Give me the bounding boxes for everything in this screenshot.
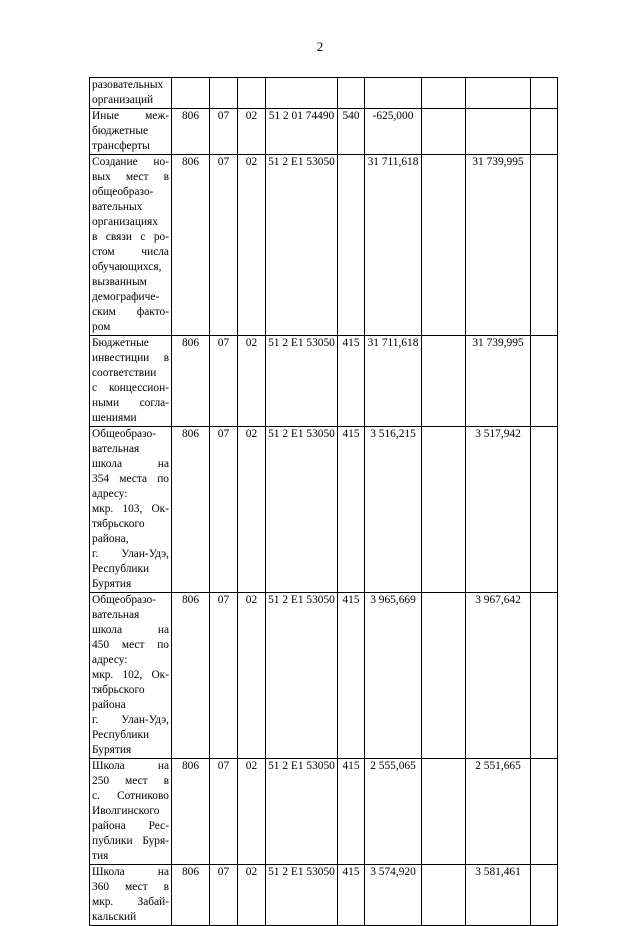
section-cell: 07	[210, 109, 238, 155]
item-name-line: обучающихся,	[92, 261, 162, 273]
target-article-cell: 51 2 E1 53050	[266, 865, 338, 926]
item-name-line: Бурятия	[92, 744, 132, 756]
amount-cell-4	[531, 109, 558, 155]
section-cell: 07	[210, 593, 238, 759]
item-name-line: 250 мест в	[92, 775, 169, 787]
item-name-line: района	[92, 699, 126, 711]
item-name-line: Республики	[92, 563, 150, 575]
item-name-line: адресу:	[92, 488, 128, 500]
item-name-line: Создание но-	[92, 156, 169, 168]
item-name-line: района Рес-	[92, 820, 169, 832]
item-name-cell	[90, 865, 172, 926]
amount-cell-4	[531, 336, 558, 427]
subsection-cell: 02	[238, 155, 266, 336]
table-row	[90, 336, 558, 427]
item-name-line: кальский	[92, 911, 137, 923]
item-name-line: Иные меж-	[92, 110, 169, 122]
item-name-line: трансферты	[92, 140, 150, 152]
item-name-line: организаций	[92, 94, 154, 106]
target-article-cell: 51 2 E1 53050	[266, 593, 338, 759]
amount-cell-2	[422, 155, 466, 336]
item-name-line: организациях	[92, 216, 158, 228]
expense-type-cell: 415	[338, 427, 365, 593]
amount-cell-2	[422, 759, 466, 865]
table-row	[90, 155, 558, 336]
item-name-line: школа на	[92, 624, 169, 636]
item-name-line: шениями	[92, 412, 137, 424]
item-name-cell	[90, 759, 172, 865]
amount-cell-3: 2 551,665	[466, 759, 531, 865]
item-name-cell	[90, 427, 172, 593]
table-row	[90, 593, 558, 759]
item-name-line: стом числа	[92, 246, 169, 258]
subsection-cell: 02	[238, 593, 266, 759]
item-name-line: ными согла-	[92, 397, 169, 409]
table-row	[90, 109, 558, 155]
item-name-cell	[90, 593, 172, 759]
ministry-code-cell: 806	[172, 155, 210, 336]
budget-table	[89, 77, 558, 926]
item-name-line: 360 мест в	[92, 881, 169, 893]
amount-cell-1: -625,000	[365, 109, 422, 155]
item-name-cell	[90, 336, 172, 427]
item-name-line: мкр. 102, Ок-	[92, 669, 169, 681]
amount-cell-4	[531, 78, 558, 109]
item-name-line: Бурятия	[92, 578, 132, 590]
section-cell: 07	[210, 865, 238, 926]
expense-type-cell: 415	[338, 759, 365, 865]
target-article-cell: 51 2 E1 53050	[266, 759, 338, 865]
item-name-line: тябрьского	[92, 518, 145, 530]
item-name-line: инвестиции в	[92, 352, 169, 364]
item-name-line: вых мест в	[92, 171, 169, 183]
item-name-line: разовательных	[92, 79, 164, 91]
ministry-code-cell: 806	[172, 593, 210, 759]
amount-cell-2	[422, 78, 466, 109]
item-name-line: 450 мест по	[92, 639, 169, 651]
amount-cell-4	[531, 427, 558, 593]
section-cell: 07	[210, 155, 238, 336]
amount-cell-1	[365, 78, 422, 109]
item-name-line: публики Буря-	[92, 835, 169, 847]
expense-type-cell: 415	[338, 593, 365, 759]
item-name-line: бюджетные	[92, 125, 149, 137]
expense-type-cell: 415	[338, 336, 365, 427]
amount-cell-4	[531, 759, 558, 865]
amount-cell-1: 31 711,618	[365, 155, 422, 336]
target-article-cell: 51 2 E1 53050	[266, 155, 338, 336]
item-name-line: ром	[92, 321, 111, 333]
item-name-line: вательная	[92, 609, 140, 621]
item-name-line: тия	[92, 850, 109, 862]
item-name-line: Республики	[92, 729, 150, 741]
item-name-line: Иволгинского	[92, 805, 160, 817]
amount-cell-3: 31 739,995	[466, 336, 531, 427]
item-name-line: Школа на	[92, 866, 169, 878]
item-name-line: общеобразо-	[92, 186, 154, 198]
amount-cell-1: 2 555,065	[365, 759, 422, 865]
amount-cell-4	[531, 155, 558, 336]
item-name-line: мкр. Забай-	[92, 896, 169, 908]
amount-cell-3: 3 967,642	[466, 593, 531, 759]
ministry-code-cell: 806	[172, 759, 210, 865]
amount-cell-3	[466, 78, 531, 109]
table-body	[90, 78, 558, 926]
item-name-cell	[90, 78, 172, 109]
amount-cell-3: 3 517,942	[466, 427, 531, 593]
item-name-line: в связи с ро-	[92, 231, 169, 243]
expense-type-cell	[338, 78, 365, 109]
amount-cell-3	[466, 109, 531, 155]
item-name-line: ским факто-	[92, 306, 169, 318]
amount-cell-2	[422, 336, 466, 427]
amount-cell-2	[422, 427, 466, 593]
ministry-code-cell: 806	[172, 865, 210, 926]
subsection-cell: 02	[238, 865, 266, 926]
section-cell: 07	[210, 336, 238, 427]
subsection-cell: 02	[238, 427, 266, 593]
item-name-line: с. Сотниково	[92, 790, 169, 802]
expense-type-cell	[338, 155, 365, 336]
item-name-line: вызванным	[92, 276, 147, 288]
item-name-line: тябрьского	[92, 684, 145, 696]
item-name-line: демографиче-	[92, 291, 160, 303]
item-name-line: Бюджетные	[92, 337, 149, 349]
item-name-line: 354 места по	[92, 473, 169, 485]
item-name-line: адресу:	[92, 654, 128, 666]
section-cell	[210, 78, 238, 109]
amount-cell-3: 31 739,995	[466, 155, 531, 336]
target-article-cell: 51 2 01 74490	[266, 109, 338, 155]
amount-cell-4	[531, 593, 558, 759]
item-name-line: мкр. 103, Ок-	[92, 503, 169, 515]
ministry-code-cell: 806	[172, 109, 210, 155]
subsection-cell: 02	[238, 109, 266, 155]
amount-cell-1: 31 711,618	[365, 336, 422, 427]
amount-cell-2	[422, 593, 466, 759]
amount-cell-1: 3 516,215	[365, 427, 422, 593]
amount-cell-2	[422, 865, 466, 926]
target-article-cell	[266, 78, 338, 109]
subsection-cell	[238, 78, 266, 109]
item-name-line: г. Улан-Удэ,	[92, 548, 169, 560]
amount-cell-1: 3 965,669	[365, 593, 422, 759]
item-name-line: вательная	[92, 443, 140, 455]
subsection-cell: 02	[238, 759, 266, 865]
subsection-cell: 02	[238, 336, 266, 427]
amount-cell-2	[422, 109, 466, 155]
expense-type-cell: 540	[338, 109, 365, 155]
item-name-cell	[90, 155, 172, 336]
amount-cell-1: 3 574,920	[365, 865, 422, 926]
amount-cell-4	[531, 865, 558, 926]
ministry-code-cell: 806	[172, 427, 210, 593]
item-name-line: Общеобразо-	[92, 594, 157, 606]
table-row	[90, 427, 558, 593]
section-cell: 07	[210, 427, 238, 593]
item-name-line: Общеобразо-	[92, 428, 157, 440]
ministry-code-cell: 806	[172, 336, 210, 427]
item-name-line: школа на	[92, 458, 169, 470]
target-article-cell: 51 2 E1 53050	[266, 427, 338, 593]
expense-type-cell: 415	[338, 865, 365, 926]
section-cell: 07	[210, 759, 238, 865]
item-name-cell	[90, 109, 172, 155]
page-number: 2	[316, 39, 324, 54]
item-name-line: района,	[92, 533, 129, 545]
target-article-cell: 51 2 E1 53050	[266, 336, 338, 427]
item-name-line: соответствии	[92, 367, 157, 379]
table-row	[90, 759, 558, 865]
item-name-line: г. Улан-Удэ,	[92, 714, 169, 726]
item-name-line: вательных	[92, 201, 143, 213]
item-name-line: с концессион-	[92, 382, 169, 394]
amount-cell-3: 3 581,461	[466, 865, 531, 926]
table-row	[90, 865, 558, 926]
ministry-code-cell	[172, 78, 210, 109]
table-row	[90, 78, 558, 109]
item-name-line: Школа на	[92, 760, 169, 772]
